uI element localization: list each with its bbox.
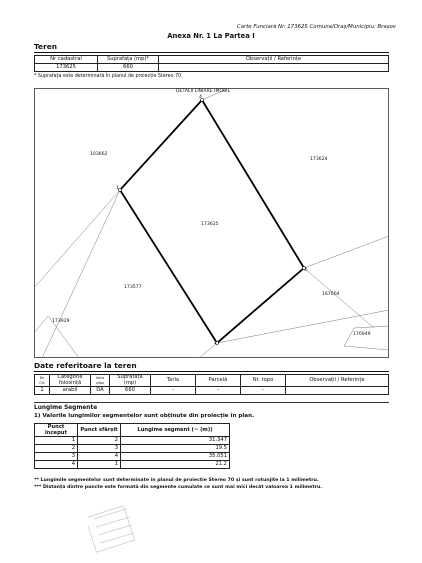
date-table-header (35, 375, 389, 387)
col-intravilan: Intra vilan (91, 375, 110, 387)
table-row (35, 453, 230, 461)
teren-table-header (35, 56, 389, 64)
cell-parcela: - (196, 387, 241, 395)
lungime-subheading: 1) Valorile lungimilor segmentelor sunt obținute din proiecție în plan. (34, 413, 255, 419)
col-observatii: Observații / Referințe (286, 375, 389, 387)
document-header: Carte Funciară Nr. 173625 Comuna/Oraș/Municipiu: Brașov (236, 24, 396, 30)
teren-rule (34, 52, 389, 53)
plan-title: DETALII LINIARE IMOBIL (176, 89, 231, 94)
col-parcela: Parcelă (196, 375, 241, 387)
date-bottom-rule (34, 402, 389, 403)
cell-categorie: arabil (50, 387, 91, 395)
table-row (35, 437, 230, 445)
table-row (35, 461, 230, 469)
cell-nr-cadastral: 173625 (35, 64, 98, 72)
cell-punct-sfarsit: 1 (78, 461, 121, 469)
neighbor-label: 173929 (52, 319, 70, 324)
neighbor-label: 173577 (124, 285, 142, 290)
date-referitoare-table (34, 374, 389, 395)
point-label: 3 (304, 268, 307, 273)
col-suprafata: Suprafața (mp) (110, 375, 151, 387)
neighbor-label: 103662 (90, 152, 108, 157)
cell-observatii (286, 387, 389, 395)
cell-observatii (159, 64, 389, 72)
col-tarla: Tarla (151, 375, 196, 387)
cell-punct-sfarsit: 4 (78, 453, 121, 461)
table-row (35, 387, 389, 395)
stamp-icon (88, 505, 138, 553)
parcel-number: 173625 (201, 222, 219, 227)
col-categorie: Categorie folosință (50, 375, 91, 387)
cell-punct-inceput: 2 (35, 445, 78, 453)
cell-nr-crt: 1 (35, 387, 50, 395)
col-nr-topo: Nr. topo (241, 375, 286, 387)
teren-table (34, 55, 389, 72)
lungime-table-header (35, 424, 230, 437)
cell-lungime: 19.5 (121, 445, 230, 453)
col-nr-crt: Nr Crt (35, 375, 50, 387)
cell-lungime: 35.051 (121, 453, 230, 461)
cell-tarla: - (151, 387, 196, 395)
col-punct-sfarsit: Punct sfârșit (78, 424, 121, 437)
neighbor-label: 173624 (310, 157, 328, 162)
cell-lungime: 21.2 (121, 461, 230, 469)
neighbor-label: 176949 (353, 332, 371, 337)
point-label: 4 (199, 95, 202, 100)
date-referitoare-heading: Date referitoare la teren (34, 361, 137, 370)
cell-punct-inceput: 3 (35, 453, 78, 461)
cell-punct-sfarsit: 2 (78, 437, 121, 445)
teren-note: * Suprafața este determinată în planul de proiecție Stereo 70. (34, 74, 183, 79)
neighbor-label: 167004 (322, 292, 340, 297)
teren-heading: Teren (34, 42, 57, 51)
col-lungime: Lungime segment (~ (m)) (121, 424, 230, 437)
col-suprafata: Suprafața (mp)* (98, 56, 159, 64)
cell-intravilan: DA (91, 387, 110, 395)
lungime-note-2: *** Distanța dintre puncte este formată din segmente cumulate ce sunt mai mici decât valoarea 1 milimetru. (34, 485, 323, 490)
cell-suprafata: 660 (98, 64, 159, 72)
date-rule (34, 371, 389, 372)
cell-lungime: 31.347 (121, 437, 230, 445)
cell-suprafata: 660 (110, 387, 151, 395)
lungime-heading: Lungime Segmente (34, 405, 98, 411)
point-label: 2 (214, 341, 217, 346)
col-nr-cadastral: Nr cadastral (35, 56, 98, 64)
lungime-table (34, 423, 230, 469)
col-observatii: Observații / Referințe (159, 56, 389, 64)
lungime-note-1: ** Lungimile segmentelor sunt determinate în planul de proiecție Stereo 70 și sunt rotunjite la 1 milimetru. (34, 478, 319, 483)
table-row (35, 64, 389, 72)
table-row (35, 445, 230, 453)
point-label: 1 (116, 186, 119, 191)
cell-punct-inceput: 4 (35, 461, 78, 469)
col-punct-inceput: Punct început (35, 424, 78, 437)
cell-nr-topo: - (241, 387, 286, 395)
cell-punct-inceput: 1 (35, 437, 78, 445)
annex-title: Anexa Nr. 1 La Partea I (167, 32, 255, 40)
cell-punct-sfarsit: 3 (78, 445, 121, 453)
